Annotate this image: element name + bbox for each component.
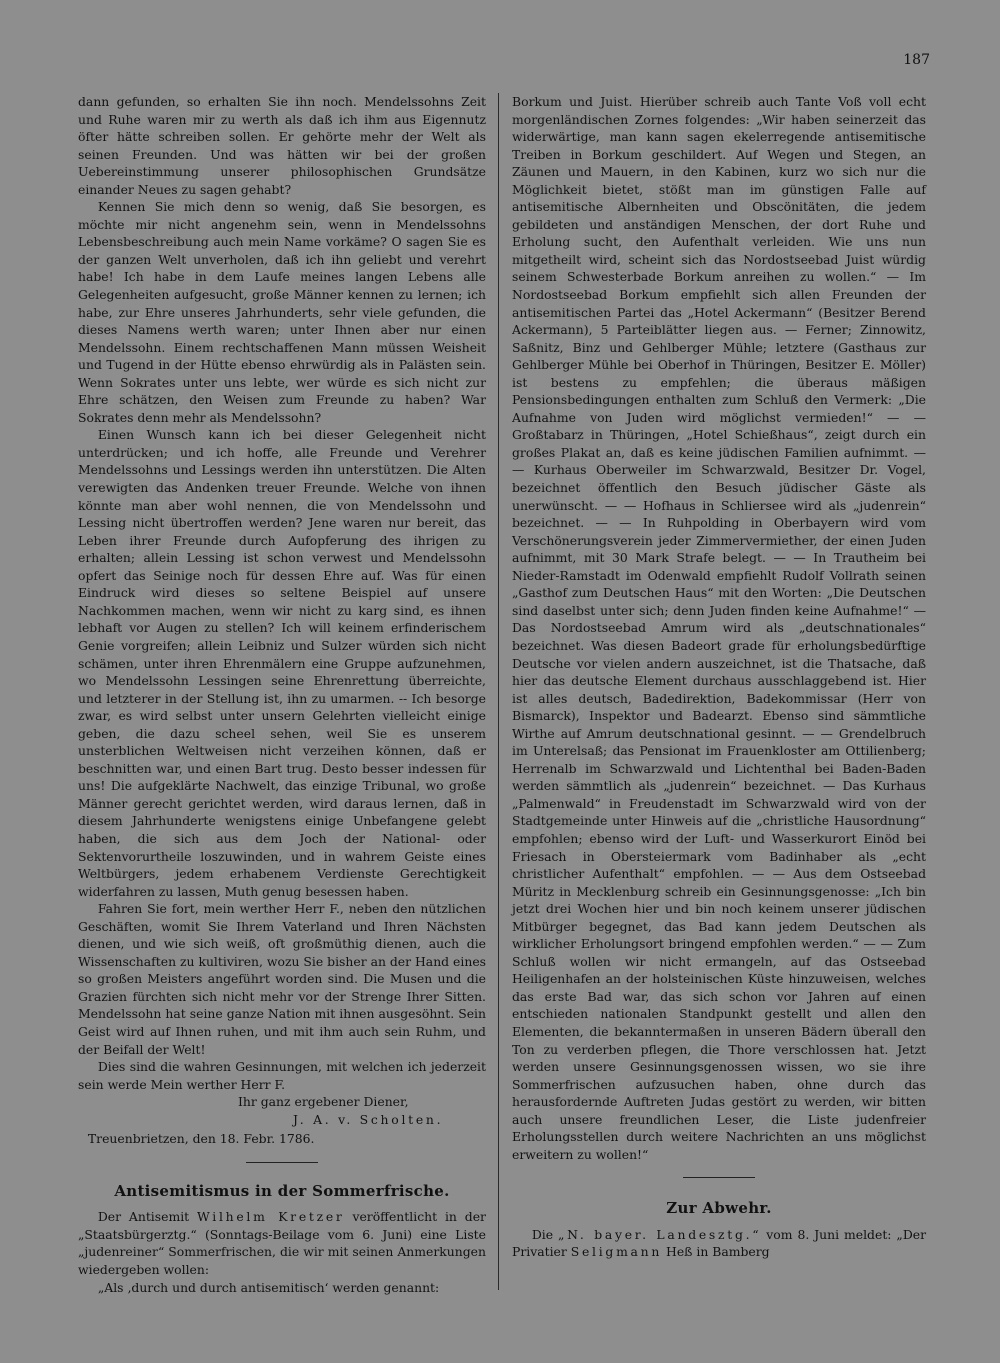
- letter-paragraph: Einen Wunsch kann ich bei dieser Gelegenheit nicht unterdrücken; und ich hoffe, alle Freunde und Verehrer Mendelssohns und Lessings werden ihn unterstützen. Die Alten verewigten das Andenken treuer Freunde. Welche von ihnen könnte man aber wohl nennen, die von Mendelssohn und Lessing nicht übertroffen werden? Jene waren nur bereit, das Leben ihrer Freunde durch Aufopferung des ihrigen zu erhalten; allein Lessing ist schon verwest und Mendelssohn opfert das Seinige noch für dessen Ehre auf. Was für einen Eindruck wird dieses so seltene Beispiel auf unsere Nachkommen machen, wenn wir nicht zu karg sind, es ihnen lebhaft vor Augen zu stellen? Ich will keinem erfinderischem Genie vorgreifen; allein Leibniz und Sulzer würden sich nicht schämen, unter ihren Ehrenmälern eine Gruppe aufzunehmen, wo Mendelssohn Lessingen seine Ehrenrettung überreichte, und letzterer in der Stellung ist, ihn zu umarmen. -- Ich besorge zwar, es wird selbst unter unsern Gelehrten vielleicht einige geben, die dazu scheel sehen, weil Sie es unserem unsterblichen Weltweisen nicht verzeihen können, daß er beschnitten war, und einen Bart trug. Desto besser indessen für uns! Die aufgeklärte Nachwelt, das einzige Tribunal, wo große Männer gerecht gerichtet werden, wird daraus lernen, daß in diesem Jahrhunderte wenigstens einige Unbefangene gelebt haben, die sich aus dem Joch der National- oder Sektenvorurtheile loszuwinden, und in wahrem Geiste eines Weltbürgers, jedem erhabenem Verdienste Gerechtigkeit widerfahren zu lassen, Muth genug besessen haben.: [78, 427, 486, 899]
- intro-name: Wilhelm Kretzer: [197, 1209, 345, 1225]
- left-column: [78, 93, 486, 1296]
- body-text-mid: vom 8. Juni meldet: „Der Privatier: [512, 1226, 927, 1260]
- body-text-end: Heß in Bamberg: [662, 1244, 770, 1260]
- letter-paragraph: Kennen Sie mich denn so wenig, daß Sie besorgen, es möchte mir nicht angenehm sein, wenn in Mendelssohns Lebensbeschreibung auch mein Name vorkäme? O sagen Sie es der ganzen Welt unverholen, daß ich ihn geliebt und verehrt habe! Ich habe in dem Laufe meines langen Lebens alle Gelegenheiten aufgesucht, große Männer kennen zu lernen; ich habe, zur Ehre unseres Jahrhunderts, sehr viele gefunden, die dieses Namens werth waren; unter Ihnen aber nur einen Mendelssohn. Einem rechtschaffenen Mann müssen Weisheit und Tugend in der Hütte ebenso ehrwürdig als in Palästen sein. Wenn Sokrates unter uns lebte, wer würde es sich nicht zur Ehre schätzen, den Weisen zum Freunde zu haben? War Sokrates denn mehr als Mendelssohn?: [78, 199, 486, 425]
- article-title: Zur Abwehr.: [666, 1199, 772, 1218]
- letter-closing: Dies sind die wahren Gesinnungen, mit welchen ich jederzeit sein werde Mein werther Herr F.: [78, 1059, 486, 1092]
- person-name: Seligmann: [570, 1244, 663, 1260]
- section-divider: [246, 1162, 318, 1163]
- page-number: 187: [903, 52, 930, 68]
- right-column: [512, 93, 926, 1261]
- letter-signature: J. A. v. Scholten.: [293, 1111, 444, 1127]
- section-divider: [683, 1177, 755, 1178]
- article-body: [512, 1226, 926, 1261]
- newspaper-name: „N. bayer. Landesztg.“: [558, 1226, 762, 1242]
- intro-text: Der Antisemit: [97, 1209, 198, 1225]
- letter-dateline: Treuenbrietzen, den 18. Febr. 1786.: [87, 1131, 315, 1147]
- article-title: Antisemitismus in der Sommerfrische.: [114, 1181, 450, 1200]
- letter-paragraph: Fahren Sie fort, mein werther Herr F., neben den nützlichen Geschäften, womit Sie Ihrem Vaterland und Ihren Nächsten dienen, und wie sich weiß, oft großmüthig dienen, auch die Wissenschaften zu kultiviren, wozu Sie bisher an der Hand eines so großen Meisters angeführt worden sind. Die Musen und die Grazien fürchten sich nicht mehr vor der Strenge Ihrer Sitten. Mendelssohn hat seine ganze Nation mit ihnen ausgesöhnt. Sein Geist wird auf Ihnen ruhen, und mit ihm auch sein Ruhm, und der Beifall der Welt!: [78, 901, 487, 1057]
- letter-paragraph: dann gefunden, so erhalten Sie ihn noch. Mendelssohns Zeit und Ruhe waren mir zu werth als daß ich ihm aus Eigennutz öfter hätte schreiben sollen. Er gehörte mehr der Welt als seinen Freunden. Und was hätten wir bei der großen Uebereinstimmung unserer philosophischen Grundsätze einander Neues zu sagen gehabt?: [78, 94, 486, 197]
- intro-text-rest: veröffentlicht in der „Staatsbürgerztg.“ (Sonntags-Beilage vom 6. Juni) eine Liste „judenreiner“ Sommerfrischen, die wir mit seinen Anmerkungen wiedergeben wollen:: [78, 1209, 486, 1277]
- quote-start: „Als ‚durch und durch antisemitisch‘ werden genannt:: [97, 1279, 440, 1295]
- article-intro: [78, 1208, 486, 1278]
- article-continuation: Borkum und Juist. Hierüber schreib auch Tante Voß voll echt morgenländischen Zornes folgendes: „Wir haben seinerzeit das widerwärtige, man kann sagen ekelerregende antisemitische Treiben in Borkum geschildert. Auf Wegen und Stegen, an Zäunen und Mauern, in den Kabinen, kurz wo sich nur die Möglichkeit bietet, stößt man im günstigen Falle auf antisemitische Albernheiten und Obscönitäten, die jedem gebildeten und anständigen Menschen, der dort Ruhe und Erholung sucht, den Aufenthalt verleiden. Wie uns nun mitgetheilt wird, scheint sich das Nordostseebad Juist würdig seinem Schwesterbade Borkum anreihen zu wollen.“ — Im Nordostseebad Borkum empfiehlt sich allen Freunden der antisemitischen Partei das „Hotel Ackermann“ (Besitzer Berend Ackermann), 5 Parteiblätter liegen aus. — Ferner; Zinnowitz, Saßnitz, Binz und Gehlberger Mühle; letztere (Gasthaus zur Gehlberger Mühle bei Oberhof in Thüringen, Besitzer E. Möller) ist bestens zu empfehlen; die überaus mäßigen Pensionsbedingungen enthalten zum Schluß den Vermerk: „Die Aufnahme von Juden wird möglichst vermieden!“ — — Großtabarz in Thüringen, „Hotel Schießhaus“, zeigt durch ein großes Plakat an, daß es keine jüdischen Familien aufnimmt. — — Kurhaus Oberweiler im Schwarzwald, Besitzer Dr. Vogel, bezeichnet öffentlich den Besuch jüdischer Gäste als unerwünscht. — — Hofhaus in Schliersee wird als „judenrein“ bezeichnet. — — In Ruhpolding in Oberbayern wird vom Verschönerungsverein jeder Zimmervermiether, der einen Juden aufnimmt, mit 30 Mark Strafe belegt. — — In Trautheim bei Nieder-Ramstadt im Odenwald empfiehlt Rudolf Vollrath seinen „Gasthof zum Deutschen Haus“ mit den Worten: „Die Deutschen sind daselbst unter sich; denn Juden finden keine Aufnahme!“ — Das Nordostseebad Amrum wird als „deutschnationales“ bezeichnet. Was diesen Badeort grade für erholungsbedürftige Deutsche vor vielen andern auszeichnet, ist die Thatsache, daß hier das deutsche Element durchaus ausschlaggebend ist. Hier ist alles deutsch, Badedirektion, Badekommissar (Herr von Bismarck), Inspektor und Badearzt. Ebenso sind sämmtliche Wirthe auf Amrum deutschnational gesinnt. — — Grendelbruch im Unterelsaß; das Pensionat im Frauenkloster am Ottilienberg; Herrenalb im Schwarzwald und Lichtenthal bei Baden-Baden werden sämmtlich als „judenrein“ bezeichnet. — Das Kurhaus „Palmenwald“ in Freudenstadt im Schwarzwald wird von der Stadtgemeinde unter Hinweis auf die „christliche Hausordnung“ empfohlen; ebenso wird der Luft- und Wasserkurort Einöd bei Friesach in Obersteiermark vom Badinhaber als „echt christlicher Aufenthalt“ empfohlen. — — Aus dem Ostseebad Müritz in Mecklenburg schreib ein Gesinnungsgenosse: „Ich bin jetzt drei Wochen hier und bin noch keinem unserer jüdischen Mitbürger begegnet, das Bad kann jedem Deutschen als wirklicher Erholungsort bringend empfohlen werden.“ — — Zum Schluß wollen wir nicht ermangeln, auf das Ostseebad Heiligenhafen an der holsteinischen Küste hinzuweisen, welches das erste Bad war, das sich schon vor Jahren auf einen entschieden nationalen Standpunkt gestellt und allen den Elementen, die bekanntermaßen in unseren Bädern überall den Ton zu verderben pflegen, die Thore verschlossen hat. Jetzt werden unsere Gesinnungsgenossen wissen, wo sie ihre Sommerfrischen aufzusuchen haben, ohne durch das herausfordernde Auftreten Judas gestört zu werden, wir bitten auch unsere freundlichen Leser, die Liste judenfreier Erholungsstellen durch weitere Nachrichten an uns möglichst erweitern zu wollen!“: [512, 94, 926, 1162]
- letter-signoff: Ihr ganz ergebener Diener,: [238, 1094, 409, 1110]
- body-text: Die: [531, 1226, 558, 1242]
- column-divider: [498, 93, 499, 1290]
